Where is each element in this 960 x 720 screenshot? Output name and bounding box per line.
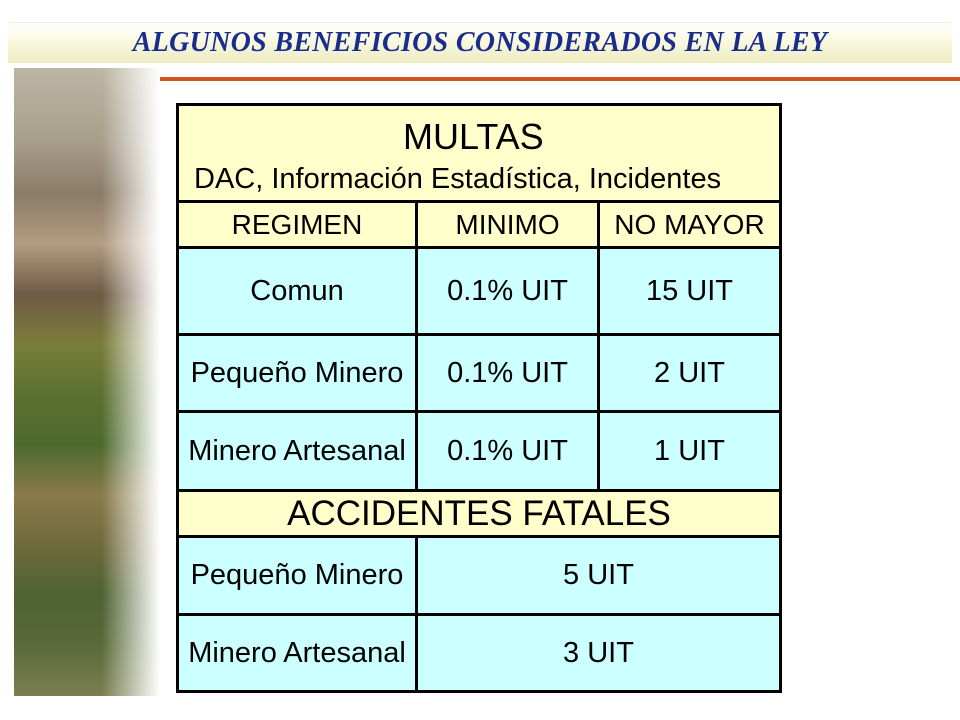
- fatales-row-valor: 5 UIT: [418, 538, 779, 613]
- column-header-no-mayor: NO MAYOR: [600, 203, 779, 246]
- fatales-row-regimen: Minero Artesanal: [179, 616, 415, 690]
- multas-heading: MULTAS: [403, 116, 544, 157]
- fatales-row-valor: 3 UIT: [418, 616, 779, 690]
- multas-subtitle: DAC, Información Estadística, Incidentes: [194, 163, 722, 195]
- column-header-minimo: MINIMO: [418, 203, 597, 246]
- table-row-regimen: Minero Artesanal: [179, 413, 415, 489]
- fatales-row-regimen: Pequeño Minero: [179, 538, 415, 613]
- benefits-table: [176, 103, 782, 693]
- table-row-regimen: Comun: [179, 249, 415, 333]
- table-row-regimen: Pequeño Minero: [179, 336, 415, 410]
- page-title: ALGUNOS BENEFICIOS CONSIDERADOS EN LA LEY: [132, 27, 828, 58]
- table-row-no-mayor: 15 UIT: [600, 249, 779, 333]
- multas-header: [179, 106, 779, 200]
- fatales-heading: ACCIDENTES FATALES: [179, 492, 779, 535]
- table-row-no-mayor: 1 UIT: [600, 413, 779, 489]
- nature-collage-image: [14, 68, 160, 696]
- table-row-minimo: 0.1% UIT: [418, 336, 597, 410]
- table-row-no-mayor: 2 UIT: [600, 336, 779, 410]
- title-banner: [8, 22, 952, 63]
- column-header-regimen: REGIMEN: [179, 203, 415, 246]
- table-row-minimo: 0.1% UIT: [418, 249, 597, 333]
- table-row-minimo: 0.1% UIT: [418, 413, 597, 489]
